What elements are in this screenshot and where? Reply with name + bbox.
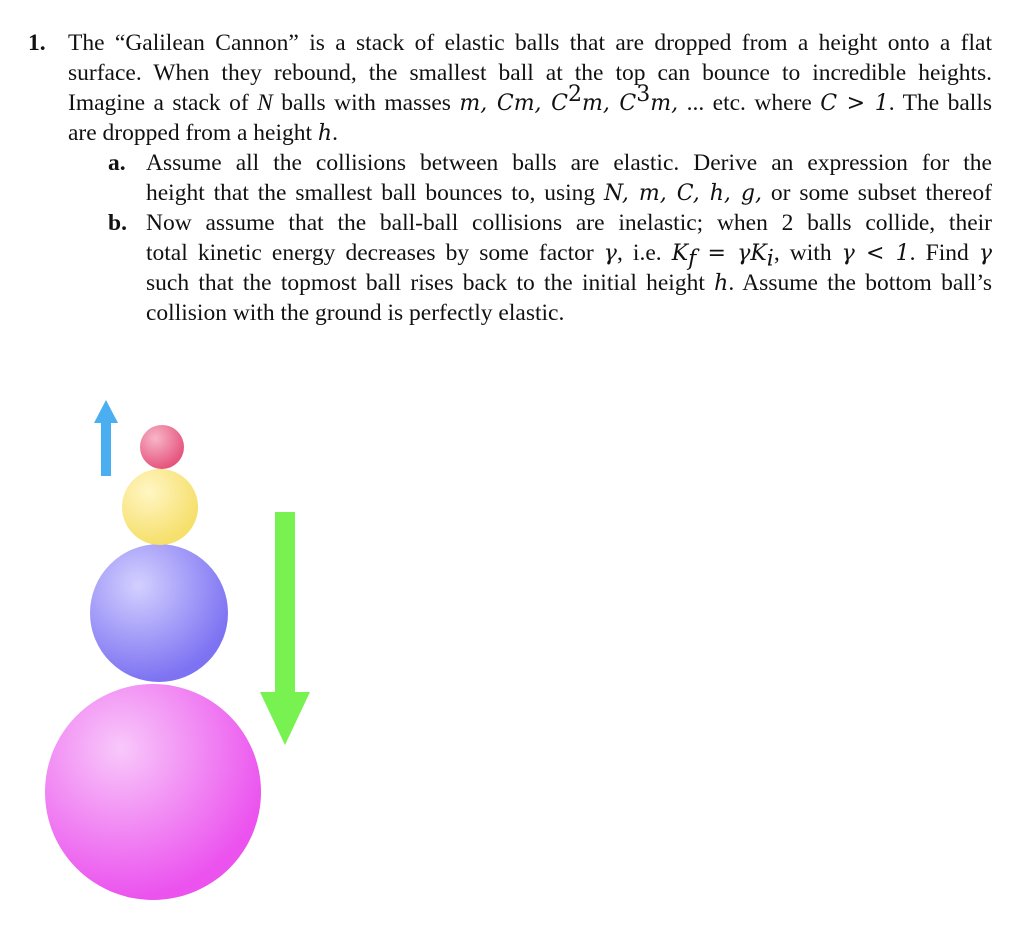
largest-ball (45, 684, 261, 900)
problem-number: 1. (28, 30, 46, 56)
smallest-ball (140, 425, 184, 469)
part-b-line-2: total kinetic energy decreases by some factor γ, i.e. $K_f = \gamma K_i$, with γ < 1. Find γ (146, 240, 992, 272)
upward-arrow-icon (94, 400, 118, 476)
part-b-line-4: collision with the ground is perfectly elastic. (146, 300, 565, 326)
part-a-line-2: height that the smallest ball bounces to, using N, m, C, h, g, or some subset thereof (146, 180, 992, 206)
intro-line-2: surface. When they rebound, the smallest ball at the top can bounce to incredible heights. (68, 60, 992, 86)
downward-arrow-icon (260, 512, 310, 745)
third-ball (90, 544, 228, 682)
intro-line-1: The “Galilean Cannon” is a stack of elastic balls that are dropped from a height onto a flat (68, 30, 992, 56)
part-b-line-3: such that the topmost ball rises back to the initial height h. Assume the bottom ball’s (146, 270, 993, 296)
part-b-line-1: Now assume that the ball-ball collisions are inelastic; when 2 balls collide, their (146, 210, 992, 236)
part-a-label: a. (108, 150, 126, 176)
intro-line-4: are dropped from a height h. (68, 120, 338, 146)
part-b-label: b. (108, 210, 127, 236)
part-a-line-1: Assume all the collisions between balls are elastic. Derive an expression for the (146, 150, 992, 176)
intro-line-3: Imagine a stack of N balls with masses m, Cm, $C^2m$, $C^3m$, ... etc. where C > 1. The balls (68, 82, 992, 116)
second-ball (122, 469, 198, 545)
